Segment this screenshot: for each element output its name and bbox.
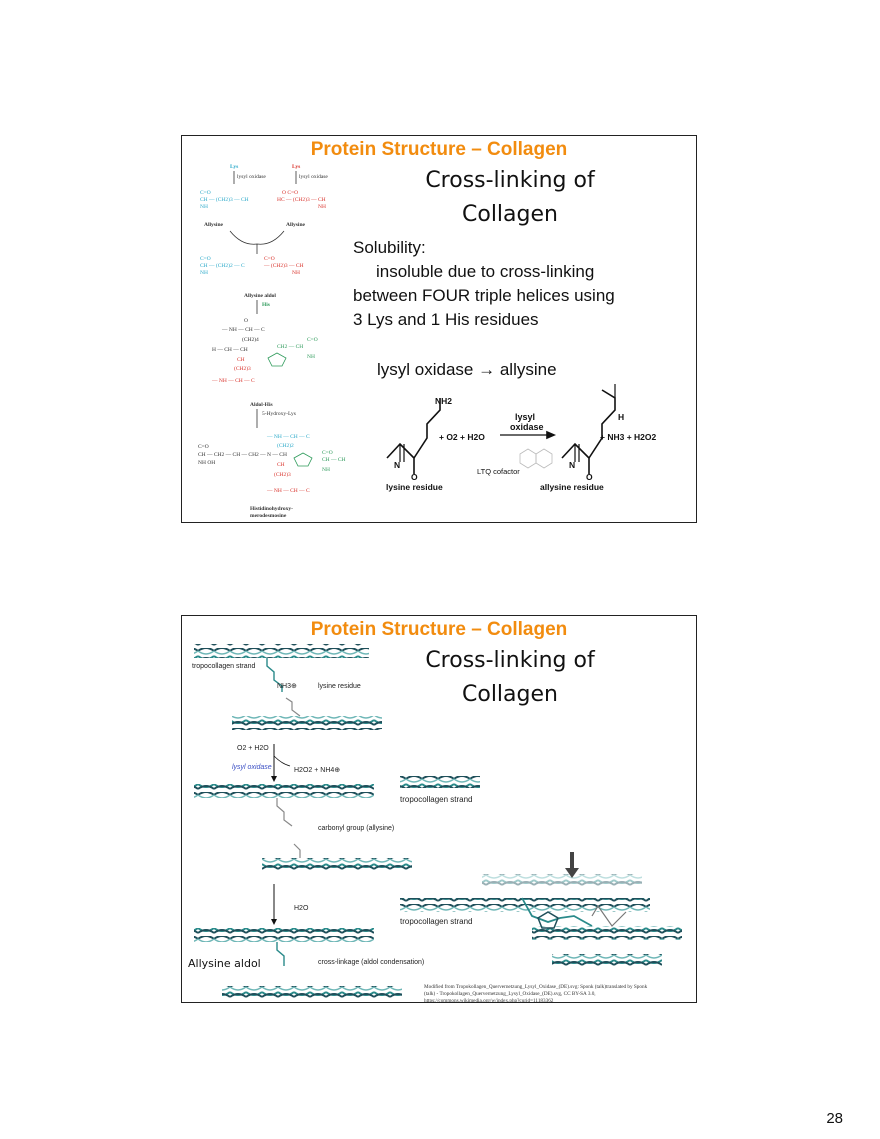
svg-text:— (CH2)3 — CH: — (CH2)3 — CH (264, 263, 304, 269)
svg-text:(CH2)2: (CH2)2 (277, 443, 294, 449)
title-line2: Collagen (462, 682, 558, 707)
allysine-left-label: Allysine (204, 222, 223, 228)
credit-line2: (talk) - Tropokollagen_Quervernetzung_Lysyl_Oxidase_(DE).svg, CC BY-SA 3.0, (424, 991, 596, 997)
svg-text:CH — (CH2)2 — C: CH — (CH2)2 — C (200, 263, 245, 269)
nh2-label: NH2 (435, 396, 453, 406)
title-line1: Cross-linking of (425, 168, 595, 193)
strand-label-1: tropocollagen strand (192, 663, 256, 670)
allysine-aldol-label: Allysine aldol (188, 957, 261, 970)
svg-text:C=O: C=O (200, 256, 211, 262)
helix-strand (482, 874, 642, 886)
svg-text:NH: NH (307, 354, 315, 360)
svg-text:NH: NH (318, 204, 326, 210)
n-label-2: N (569, 460, 576, 470)
solubility-line1: insoluble due to cross-linking (376, 262, 595, 281)
svg-text:(CH2)4: (CH2)4 (242, 337, 259, 343)
svg-text:NH: NH (292, 270, 300, 276)
nh3-label: NH3⊕ (277, 683, 297, 690)
right-arrow-icon: → (478, 360, 496, 379)
helix-strand (222, 986, 402, 1000)
svg-text:— NH — CH — C: — NH — CH — C (212, 378, 255, 384)
lysyl-oxidase-label: lysyl oxidase (232, 764, 272, 771)
svg-text:— NH — CH — C: — NH — CH — C (267, 488, 310, 494)
enzyme-name: lysyl oxidase (377, 360, 474, 379)
o2-h2o-label: O2 + H2O (237, 745, 269, 752)
solubility-line3: 3 Lys and 1 His residues (353, 310, 539, 329)
carbonyl-group-label: carbonyl group (allysine) (318, 825, 395, 832)
credit-line1: Modified from Tropokollagen_Quervernetzung_Lysyl_Oxidase_(DE).svg: Sponk (talk)translated by Sponk (424, 984, 648, 990)
svg-text:HC — (CH2)3 — CH: HC — (CH2)3 — CH (277, 197, 326, 203)
final-product-line2: merodesmosine (250, 513, 287, 519)
svg-text:NH: NH (200, 270, 208, 276)
his-label: His (262, 302, 270, 308)
svg-text:NH OH: NH OH (198, 460, 216, 466)
solubility-text (353, 236, 615, 332)
solubility-line2: between FOUR triple helices using (353, 286, 615, 305)
enzyme-left-label: lysyl oxidase (237, 174, 266, 180)
slide-header: Protein Structure – Collagen (310, 139, 568, 160)
hydroxy-lys-label: 5-Hydroxy-Lys (262, 411, 296, 417)
helix-strand (262, 858, 412, 872)
svg-text:O: O (244, 318, 248, 324)
svg-text:NH: NH (322, 467, 330, 473)
allysine-aldol-label: Allysine aldol (244, 293, 276, 299)
svg-text:NH: NH (200, 204, 208, 210)
svg-text:CH: CH (277, 462, 285, 468)
enzyme-line1-label: lysyl (515, 412, 536, 422)
helix-strand (194, 784, 374, 798)
svg-text:C=O: C=O (322, 450, 333, 456)
enzyme-line2-label: oxidase (510, 422, 544, 432)
allysine-right-label: Allysine (286, 222, 305, 228)
strand-label-right-2: tropocollagen strand (400, 917, 473, 926)
helix-strand (194, 928, 374, 942)
n-label: N (394, 460, 401, 470)
svg-text:CH — CH: CH — CH (322, 457, 346, 463)
strand-label-right-1: tropocollagen strand (400, 795, 473, 804)
aldehyde-h-label: H (618, 412, 625, 422)
svg-text:C=O: C=O (264, 256, 275, 262)
solubility-label: Solubility: (353, 238, 426, 257)
svg-text:(CH2)3: (CH2)3 (274, 472, 291, 478)
svg-text:C=O: C=O (307, 337, 318, 343)
helix-strand (552, 954, 662, 966)
svg-text:CH2 — CH: CH2 — CH (277, 344, 304, 350)
aldol-his-label: Aldol-His (250, 402, 273, 408)
lys-left-label: Lys (230, 164, 239, 170)
lysine-residue-label: lysine residue (318, 683, 361, 690)
ltq-cofactor-label: LTQ cofactor (477, 467, 520, 476)
svg-text:H — CH — CH: H — CH — CH (212, 347, 248, 353)
credit-line3: https://commons.wikimedia.org/w/index.php?curid=11183362 (424, 998, 554, 1004)
svg-text:C=O: C=O (198, 444, 209, 450)
title-line1: Cross-linking of (425, 648, 595, 673)
enzyme-right-label: lysyl oxidase (299, 174, 328, 180)
slide-title (410, 164, 610, 232)
svg-text:CH — (CH2)3 — CH: CH — (CH2)3 — CH (200, 197, 249, 203)
svg-text:— NH — CH — C: — NH — CH — C (222, 327, 265, 333)
o-label: O (411, 472, 418, 482)
allysine-residue-label: allysine residue (540, 482, 604, 492)
slide-1 (181, 135, 697, 523)
svg-text:CH — CH2 — CH — CH2 — N — CH: CH — CH2 — CH — CH2 — N — CH (198, 452, 287, 458)
lysyl-oxidase-line (377, 358, 557, 382)
helix-strand (194, 644, 369, 658)
reactants-label: + O2 + H2O (439, 432, 485, 442)
cross-linkage-label: cross-linkage (aldol condensation) (318, 959, 425, 966)
products-label: H2O2 + NH4⊕ (294, 767, 341, 774)
slide-header: Protein Structure – Collagen (310, 619, 568, 640)
products-label: + NH3 + H2O2 (600, 432, 657, 442)
helix-strand (232, 716, 382, 730)
final-product-line1: Histidinohydroxy- (250, 506, 293, 512)
svg-text:— NH — CH — C: — NH — CH — C (267, 434, 310, 440)
slide-title (410, 644, 610, 712)
svg-text:CH: CH (237, 357, 245, 363)
h2o-label: H2O (294, 905, 309, 912)
helix-strand (400, 774, 480, 788)
o-label-2: O (586, 472, 593, 482)
svg-text:C=O: C=O (200, 190, 211, 196)
svg-text:O C=O: O C=O (282, 190, 299, 196)
lys-right-label: Lys (292, 164, 301, 170)
svg-text:(CH2)3: (CH2)3 (234, 366, 251, 372)
page-number: 28 (826, 1110, 843, 1127)
product-name: allysine (499, 360, 557, 379)
lysine-residue-label: lysine residue (386, 482, 443, 492)
slide-2 (181, 615, 697, 1003)
title-line2: Collagen (462, 202, 558, 227)
